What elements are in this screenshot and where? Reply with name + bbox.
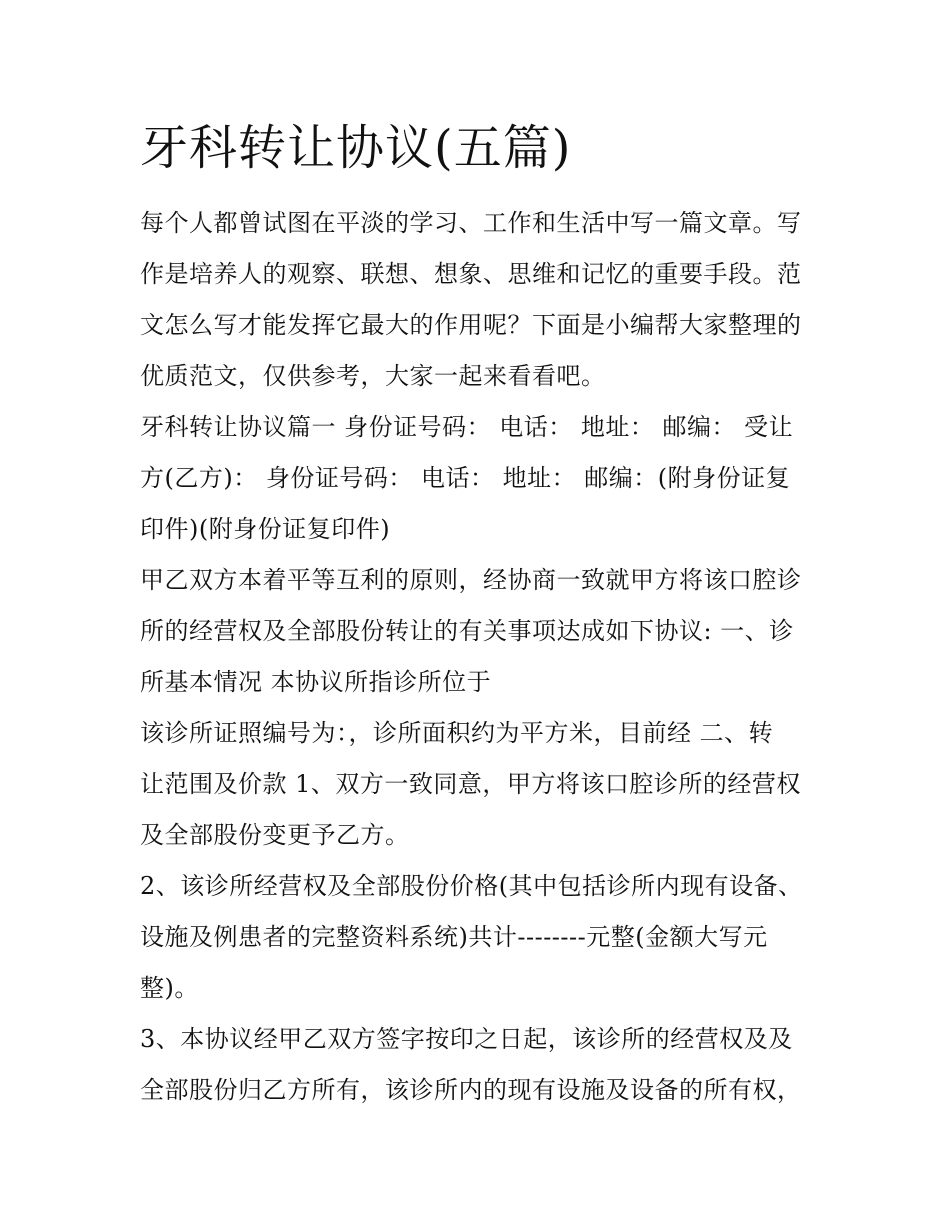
paragraph-line: 印件)(附身份证复印件) bbox=[140, 515, 391, 543]
paragraph-price-clause bbox=[140, 861, 820, 1014]
paragraph-line: 文怎么写才能发挥它最大的作用呢？下面是小编帮大家整理的 bbox=[140, 311, 802, 339]
paragraph-line: 设施及例患者的完整资料系统)共计--------元整(金额大写元 bbox=[140, 923, 768, 951]
paragraph-intro bbox=[140, 198, 820, 402]
paragraph-line: 每个人都曾试图在平淡的学习、工作和生活中写一篇文章。写 bbox=[140, 209, 802, 237]
paragraph-line: 甲乙双方本着平等互利的原则，经协商一致就甲方将该口腔诊 bbox=[140, 566, 802, 594]
paragraph-line: 所基本情况 本协议所指诊所位于 bbox=[140, 668, 492, 696]
paragraph-line: 2、该诊所经营权及全部股份价格(其中包括诊所内现有设备、 bbox=[140, 872, 803, 900]
paragraph-agreement-basis bbox=[140, 555, 820, 708]
paragraph-ownership-clause bbox=[140, 1014, 820, 1116]
document-page bbox=[140, 112, 820, 1116]
paragraph-line: 作是培养人的观察、联想、想象、思维和记忆的重要手段。范 bbox=[140, 260, 802, 288]
paragraph-clinic-info bbox=[140, 708, 820, 861]
paragraph-line: 3、本协议经甲乙双方签字按印之日起，该诊所的经营权及及 bbox=[140, 1025, 793, 1053]
paragraph-line: 方(乙方)： 身份证号码： 电话： 地址： 邮编：(附身份证复 bbox=[140, 464, 791, 492]
paragraph-line: 及全部股份变更予乙方。 bbox=[140, 821, 410, 849]
document-title: 牙科转让协议(五篇) bbox=[140, 120, 572, 176]
paragraph-line: 牙科转让协议篇一 身份证号码： 电话： 地址： 邮编： 受让 bbox=[140, 413, 794, 441]
paragraph-line: 所的经营权及全部股份转让的有关事项达成如下协议: 一、诊 bbox=[140, 617, 794, 645]
paragraph-line: 让范围及价款 1、双方一致同意，甲方将该口腔诊所的经营权 bbox=[140, 770, 801, 798]
paragraph-line: 优质范文，仅供参考，大家一起来看看吧。 bbox=[140, 362, 606, 390]
paragraph-line: 整)。 bbox=[140, 974, 199, 1002]
paragraph-line: 该诊所证照编号为：，诊所面积约为平方米，目前经 二、转 bbox=[140, 719, 774, 747]
paragraph-line: 全部股份归乙方所有，该诊所内的现有设施及设备的所有权， bbox=[140, 1076, 802, 1104]
paragraph-parties bbox=[140, 402, 820, 555]
